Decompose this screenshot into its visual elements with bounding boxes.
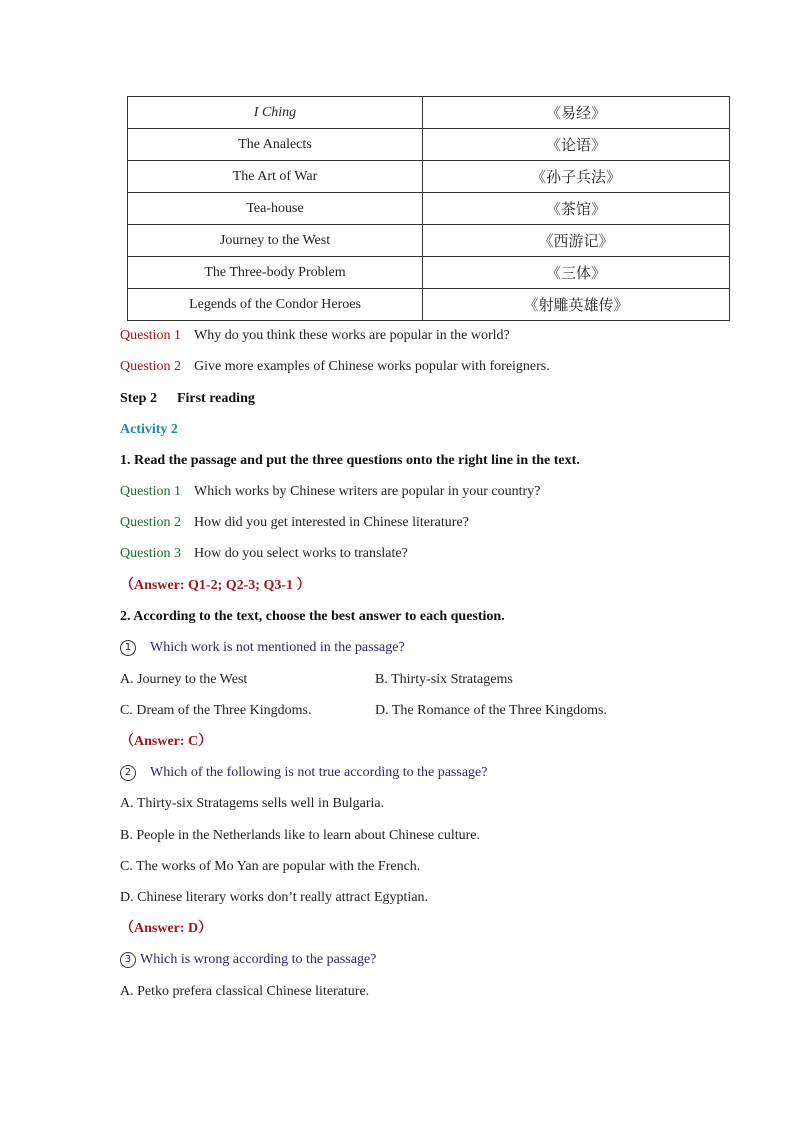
english-title: Tea-house	[128, 193, 423, 225]
task1-heading: 1. Read the passage and put the three questions onto the right line in the text.	[120, 453, 580, 468]
task2-answer-1: （Answer: C）	[120, 734, 213, 749]
task1-question-1	[120, 483, 540, 501]
question-label: Question 1	[120, 328, 182, 343]
chinese-title: 《孙子兵法》	[423, 161, 730, 193]
question-text: Give more examples of Chinese works popular with foreigners.	[194, 359, 550, 374]
table-row	[128, 257, 730, 289]
task2-answer-2: （Answer: D）	[120, 921, 213, 936]
question-label: Question 3	[120, 546, 182, 561]
task1-question-3	[120, 545, 408, 563]
english-title: The Art of War	[128, 161, 423, 193]
step-label: Step 2	[120, 391, 157, 406]
question-label: Question 2	[120, 515, 182, 530]
question-text: Why do you think these works are popular in the world?	[194, 328, 510, 343]
chinese-title: 《三体》	[423, 257, 730, 289]
question-label: Question 2	[120, 359, 182, 374]
question-number: 1	[120, 640, 136, 656]
option-a: A. Journey to the West	[120, 672, 248, 687]
task2-heading: 2. According to the text, choose the best answer to each question.	[120, 609, 505, 624]
table-row	[128, 129, 730, 161]
chinese-title: 《论语》	[423, 129, 730, 161]
english-title: The Analects	[128, 129, 423, 161]
option-a: A. Petko prefera classical Chinese literature.	[120, 984, 370, 999]
table-row	[128, 193, 730, 225]
activity-heading: Activity 2	[120, 422, 178, 437]
option-a: A. Thirty-six Stratagems sells well in Bulgaria.	[120, 796, 385, 811]
english-title: Journey to the West	[128, 225, 423, 257]
question-number: 3	[120, 952, 136, 968]
works-table	[127, 96, 730, 321]
table-row	[128, 225, 730, 257]
option-d: D. Chinese literary works don’t really attract Egyptian.	[120, 890, 429, 905]
task2-question-2	[120, 764, 487, 782]
option-b: B. People in the Netherlands like to learn about Chinese culture.	[120, 828, 481, 843]
question-text: How did you get interested in Chinese literature?	[194, 515, 469, 530]
option-d: D. The Romance of the Three Kingdoms.	[375, 703, 607, 718]
task1-question-2	[120, 514, 469, 532]
table-row	[128, 97, 730, 129]
question-text: How do you select works to translate?	[194, 546, 408, 561]
intro-question-1	[120, 327, 510, 345]
question-number: 2	[120, 765, 136, 781]
task2-question-3	[120, 951, 376, 969]
english-title: I Ching	[128, 97, 423, 129]
question-label: Question 1	[120, 484, 182, 499]
chinese-title: 《西游记》	[423, 225, 730, 257]
question-text: Which work is not mentioned in the passage?	[150, 640, 405, 655]
step-title: First reading	[176, 391, 255, 406]
option-b: B. Thirty-six Stratagems	[375, 672, 513, 687]
table-row	[128, 289, 730, 321]
task1-answer: （Answer: Q1-2; Q2-3; Q3-1 ）	[120, 578, 311, 593]
step-heading	[120, 390, 255, 408]
question-text: Which is wrong according to the passage?	[140, 952, 377, 967]
chinese-title: 《射雕英雄传》	[423, 289, 730, 321]
english-title: The Three-body Problem	[128, 257, 423, 289]
table-row	[128, 161, 730, 193]
task2-question-1	[120, 639, 405, 657]
chinese-title: 《茶馆》	[423, 193, 730, 225]
question-text: Which works by Chinese writers are popular in your country?	[194, 484, 541, 499]
question-text: Which of the following is not true according to the passage?	[150, 765, 488, 780]
english-title: Legends of the Condor Heroes	[128, 289, 423, 321]
option-c: C. The works of Mo Yan are popular with the French.	[120, 859, 421, 874]
chinese-title: 《易经》	[423, 97, 730, 129]
intro-question-2	[120, 358, 550, 376]
option-c: C. Dream of the Three Kingdoms.	[120, 703, 312, 718]
